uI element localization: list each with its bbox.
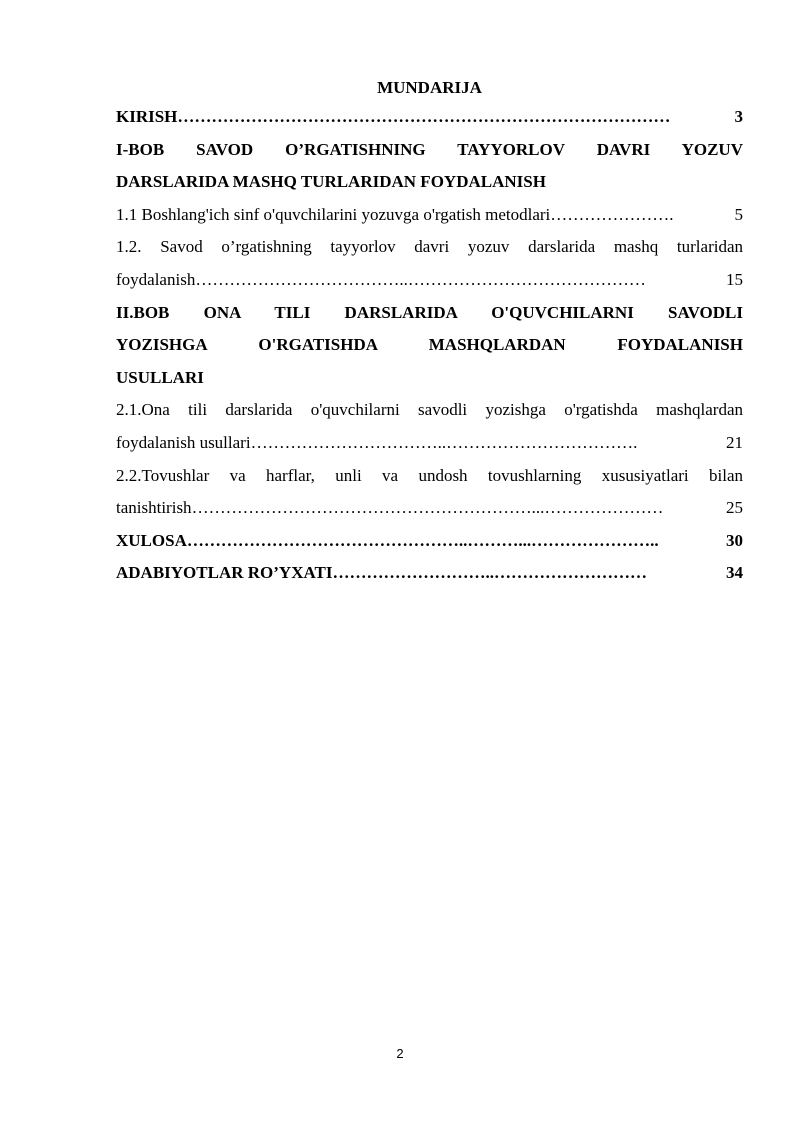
toc-page-number: 34: [726, 563, 743, 583]
toc-chapter-2-line-2[interactable]: YOZISHGA O'RGATISHDA MASHQLARDAN FOYDALANISH: [116, 335, 743, 355]
toc-entry-label: foydalanish: [116, 269, 196, 289]
toc-entry-adabiyotlar[interactable]: [116, 557, 743, 590]
toc-entry-xulosa[interactable]: [116, 525, 743, 558]
toc-leader-dots: ……………………………..…………………………….: [250, 432, 638, 452]
toc-leader-dots: ………………………..………………………: [332, 563, 647, 583]
toc-page-number: 30: [726, 530, 743, 550]
toc-leader-dots: ………………….: [550, 204, 674, 224]
table-of-contents: [116, 75, 743, 590]
toc-entry-1-1[interactable]: [116, 199, 743, 232]
toc-entry-label: XULOSA: [116, 530, 187, 550]
toc-leader-dots: …………………………………………..………...…………………..: [186, 530, 659, 550]
toc-entry-label: KIRISH: [116, 107, 178, 126]
toc-page-number: 3: [734, 107, 743, 126]
toc-entry-1-2-line-2[interactable]: [116, 264, 743, 297]
toc-title: MUNDARIJA: [377, 78, 482, 97]
toc-entry-2-2-line-1[interactable]: 2.2.Tovushlar va harflar, unli va undosh tovushlarning xususiyatlari bilan: [116, 465, 743, 485]
toc-page-number: 21: [726, 432, 743, 452]
toc-leader-dots: ……………………………………………………...…………………: [191, 498, 664, 518]
toc-chapter-2-line-1[interactable]: II.BOB ONA TILI DARSLARIDA O'QUVCHILARNI SAVODLI: [116, 302, 743, 322]
toc-entry-2-2-line-2[interactable]: [116, 492, 743, 525]
toc-entry-label: 1.1 Boshlang'ich sinf o'quvchilarini yozuvga o'rgatish metodlari: [116, 204, 551, 224]
toc-entry-2-1-line-2[interactable]: [116, 427, 743, 460]
page-number: 2: [396, 1046, 404, 1061]
toc-entry-label: tanishtirish: [116, 498, 192, 518]
toc-page-number: 5: [734, 204, 743, 224]
toc-entry-label: foydalanish usullari: [116, 432, 251, 452]
toc-chapter-2-line-3[interactable]: USULLARI: [116, 367, 204, 387]
toc-leader-dots: ……………………………………………………………………………: [177, 107, 671, 126]
toc-page-number: 25: [726, 498, 743, 518]
toc-entry-1-2-line-1[interactable]: 1.2. Savod o’rgatishning tayyorlov davri yozuv darslarida mashq turlaridan: [116, 237, 743, 257]
toc-chapter-1-line-1[interactable]: I-BOB SAVOD O’RGATISHNING TAYYORLOV DAVRI YOZUV: [116, 139, 743, 159]
toc-chapter-1-line-2[interactable]: DARSLARIDA MASHQ TURLARIDAN FOYDALANISH: [116, 172, 546, 192]
toc-entry-kirish[interactable]: [116, 101, 743, 134]
toc-entry-label: ADABIYOTLAR RO’YXATI: [116, 563, 333, 583]
toc-page-number: 15: [726, 269, 743, 289]
toc-leader-dots: ………………………………..……………………………………: [195, 269, 646, 289]
toc-entry-2-1-line-1[interactable]: 2.1.Ona tili darslarida o'quvchilarni savodli yozishga o'rgatishda mashqlardan: [116, 400, 743, 420]
